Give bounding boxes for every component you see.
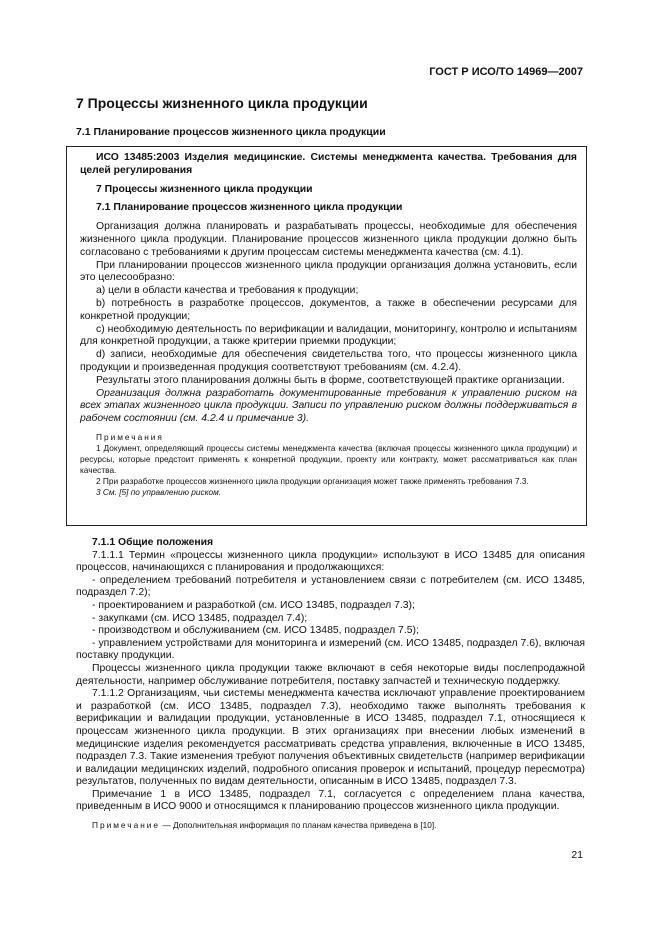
quoted-paragraph: При планировании процессов жизненного цикла продукции организация должна установить, если это целесообразно: [80, 259, 577, 284]
standard-header: ГОСТ Р ИСО/ТО 14969—2007 [429, 66, 583, 78]
list-item: - определением требований потребителя и установлением связи с потребителем (см. ИСО 13485, подраздел 7.2); [76, 574, 585, 599]
quoted-subsection-title: 7.1 Планирование процессов жизненного цикла продукции [96, 202, 403, 214]
quoted-paragraph: Результаты этого планирования должны быть в форме, соответствующей практике организации. [96, 374, 565, 386]
page-number: 21 [571, 849, 583, 861]
quoted-list-item: d) записи, необходимые для обеспечения свидетельства того, что процессы жизненного цикла продукции и произведенная продукция соответствуют требованиям (см. 4.2.4). [80, 349, 577, 373]
footnote [76, 820, 585, 831]
quoted-paragraph: Организация должна планировать и разрабатывать процессы, необходимые для обеспечения жизненного цикла продукции. Планирование процессов жизненного цикла продукции должно быть согласовано с требованиями к другим процессам системы менеджмента качества (см. 4.1). [80, 221, 577, 258]
notes-title: Примечания [96, 431, 164, 442]
main-text [76, 537, 585, 831]
quoted-paragraph-italic: Организация должна разработать документированные требования к управлению риском на всех этапах жизненного цикла продукции. Записи по управлению риском должны поддерживаться в рабочем состоянии (см. 4.2.4 и примечание 3). [80, 387, 577, 425]
quoted-list-item: c) необходимую деятельность по верификации и валидации, мониторингу, контролю и испытаниям для конкретной продукции, а также критерии приемки продукции; [80, 323, 577, 348]
quoted-standard-title: ИСО 13485:2003 Изделия медицинские. Системы менеджмента качества. Требования для целей регулирования [80, 152, 577, 176]
list-item: - управлением устройствами для мониторинга и измерений (см. ИСО 13485, подраздел 7.6), включая поставку продукции. [76, 637, 585, 662]
paragraph: 7.1.1.1 Термин «процессы жизненного цикла продукции» используют в ИСО 13485 для описания процессов, начинающихся с планирования и продолжающихся: [76, 549, 585, 574]
footnote-text: — Дополнительная информация по планам качества приведена в [10]. [162, 820, 437, 831]
note-item: 2 При разработке процессов жизненного цикла продукции организация может также применять требования 7.3. [96, 475, 529, 486]
list-item: - проектированием и разработкой (см. ИСО 13485, подраздел 7.3); [92, 599, 415, 611]
clause-heading: 7.1.1 Общие положения [92, 537, 214, 548]
paragraph: Процессы жизненного цикла продукции также включают в себя некоторые виды послепродажной деятельности, например обслуживание потребителя, поставку запчастей и техническую поддержку. [76, 662, 585, 687]
footnote-label: Примечание [92, 820, 161, 831]
paragraph: 7.1.1.2 Организациям, чьи системы менеджмента качества исключают управление проектированием и разработкой (см. ИСО 13485, подраздел 7.3), необходимо также выполнять требования к верификации и валидации продукции, установленные в ИСО 13485, подраздел 7.1, относящиеся к процессам жизненного цикла продукции. В этих организациях при внесении любых изменений в медицинские изделия рекомендуется рассматривать средства управления, включенные в ИСО 13485, подраздел 7.3. Такие изменения требуют получения объективных свидетельств (например верификации и валидации медицинских изделий, подробного описания проверок и испытаний, процедур пересмотра) результатов, полученных по видам деятельности, описанным в ИСО 13485, подраздел 7.3. [76, 688, 585, 788]
quoted-section-title: 7 Процессы жизненного цикла продукции [96, 183, 313, 195]
note-item: 3 См. [5] по управлению риском. [96, 486, 222, 497]
list-item: - производством и обслуживанием (см. ИСО 13485, подраздел 7.5); [92, 625, 419, 637]
subsection-title: 7.1 Планирование процессов жизненного цикла продукции [76, 126, 386, 138]
list-item: - закупками (см. ИСО 13485, подраздел 7.4); [92, 612, 308, 624]
quoted-list-item: a) цели в области качества и требования к продукции; [96, 285, 359, 297]
paragraph: Примечание 1 в ИСО 13485, подраздел 7.1, согласуется с определением плана качества, приведенным в ИСО 9000 и относящимся к планированию процессов жизненного цикла продукции. [76, 788, 585, 813]
quoted-list-item: b) потребность в разработке процессов, документов, а также в обеспечении ресурсами для конкретной продукции; [80, 297, 577, 322]
note-item: 1 Документ, определяющий процессы системы менеджмента качества (включая процессы жизненного цикла продукции) и ресурсы, которые предстоит применять к конкретной продукции, проекту или контракту, может рассматриваться как план качества. [80, 442, 577, 475]
section-title: 7 Процессы жизненного цикла продукции [76, 95, 368, 111]
quoted-standard-box [66, 146, 587, 526]
